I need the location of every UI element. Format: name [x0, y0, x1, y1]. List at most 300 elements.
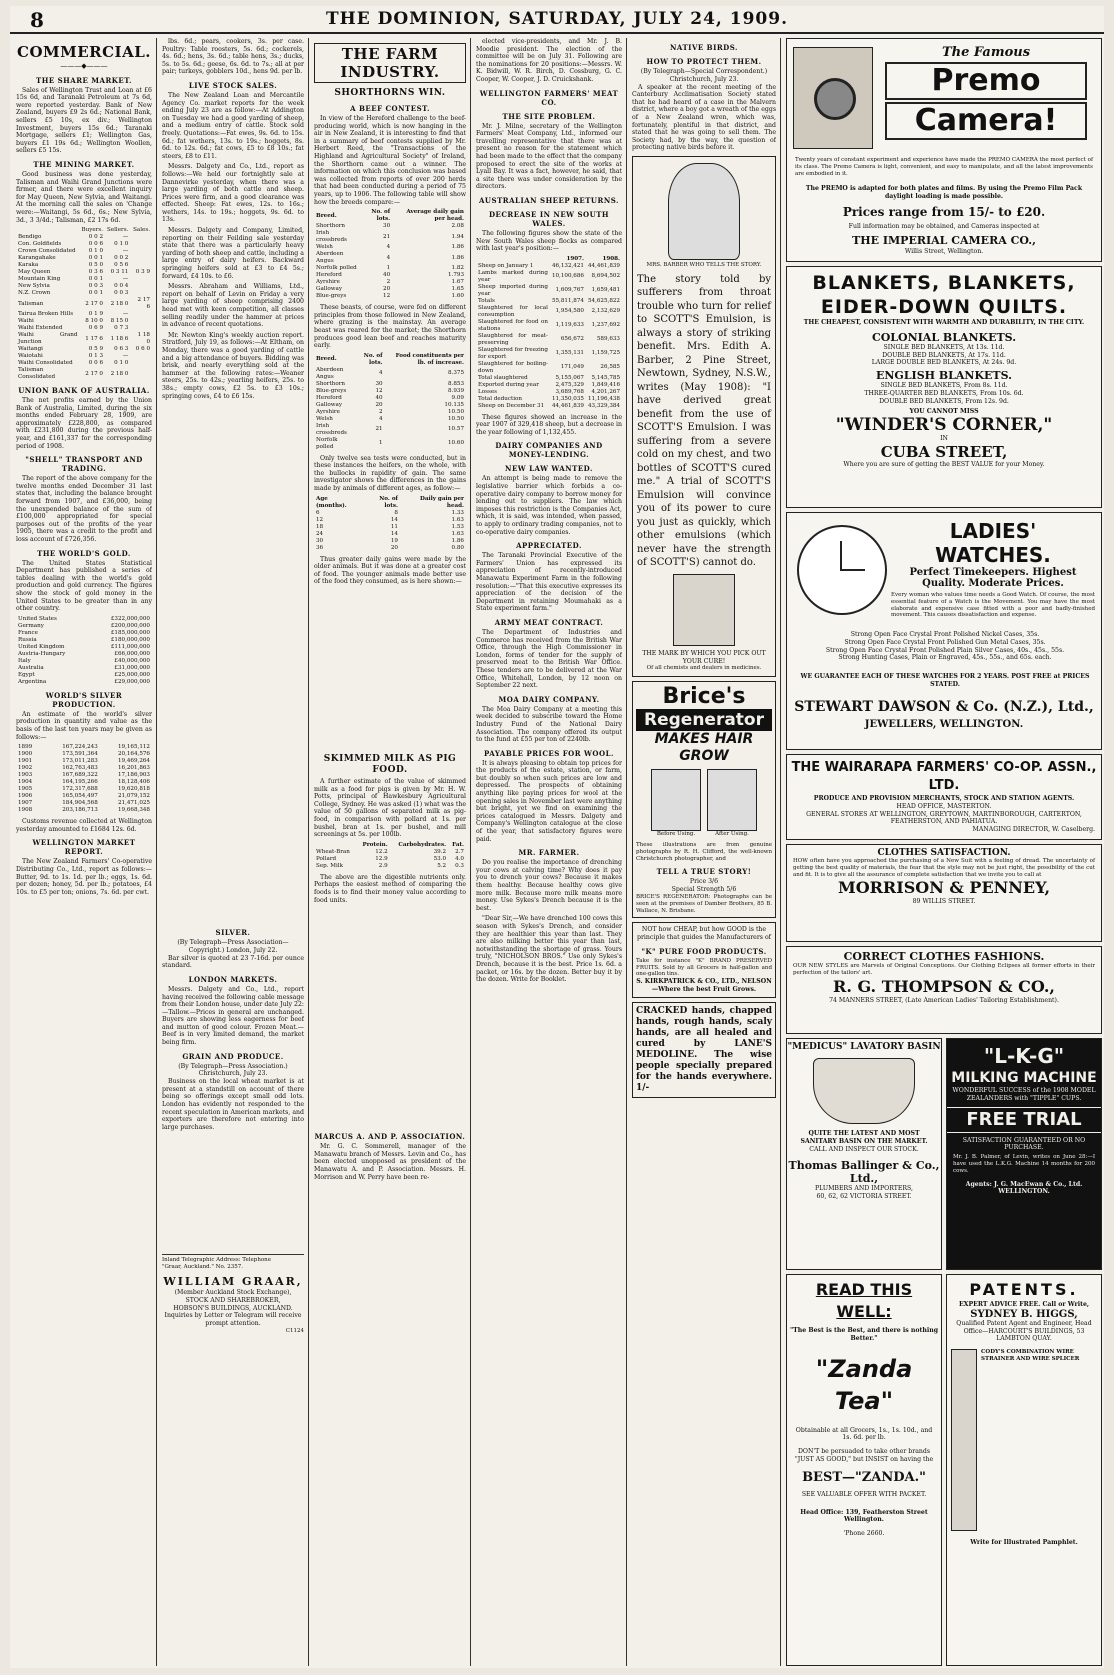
table-row	[16, 786, 152, 793]
table-row	[314, 538, 466, 545]
table-cell: 8,694,502	[591, 273, 620, 280]
table-cell: Total deduction	[478, 395, 523, 402]
table-cell: Ayrshire	[316, 408, 340, 415]
article-body: Messrs. Dalgety and Co., Ltd., report having received the following cable message from their London house, under date July 22:—Tallow.—Prices in general are unchanged. Buyers are showing less eagerness for beef and mutton of good colour. Frozen Meat.—Beef is in very limited demand, the market being firm.	[162, 985, 304, 1047]
table-cell	[130, 283, 152, 290]
wairarapa-farmers-ad: THE WAIRARAPA FARMERS' CO-OP. ASSN., LTD. PRODUCE AND PROVISION MERCHANTS, STOCK AND STATION AGENTS. HEAD OFFICE, MASTERTON. GENERAL STORES AT WELLINGTON, GREYTOWN, MARTINBOROUGH, CARTERTON, FEATHERSTON, AND PAHIATUA. MANAGING DIRECTOR, W. Caselberg.	[786, 754, 1102, 840]
table-row	[314, 265, 466, 272]
table-cell: Slaughtered for freezing for export	[478, 346, 548, 360]
table-cell: 0 0 2	[114, 255, 129, 262]
table-row	[314, 531, 466, 538]
table-row	[314, 849, 466, 856]
article-body: The New Zealand Farmers' Co-operative Distributing Co., Ltd., report as follows:—Butter, 9d. to 1s. 1d. per lb.; eggs, 1s. 6d. per dozen; honey, 5d. per lb.; potatoes, £4 10s. to £5 per ton; onions, 7s. 6d. per cwt.	[16, 858, 152, 896]
table-cell: £40,000,000	[114, 657, 150, 664]
article-subhead: NEW LAW WANTED.	[505, 464, 593, 474]
table-cell: 18	[316, 523, 324, 530]
table-cell: 18,128,406	[117, 779, 150, 786]
table-cell: Sheep imported during year	[478, 283, 548, 297]
table-cell	[130, 325, 152, 332]
age-gain-table	[314, 496, 466, 552]
table-cell: 24	[316, 530, 324, 537]
table-cell: Sheep on December 31	[478, 402, 545, 409]
article-body: Bar silver is quoted at 23 7-16d. per ounce standard.	[162, 954, 304, 970]
table-cell: 1,119,633	[555, 322, 584, 329]
table-cell: 1,159,725	[591, 350, 620, 357]
table-row	[16, 779, 152, 786]
table-cell: 1,659,481	[591, 287, 620, 294]
watch-icon	[797, 525, 887, 615]
table-cell: 1.793	[447, 272, 464, 279]
table-cell: 2 17 6	[137, 297, 150, 311]
list-item: DOUBLE BED BLANKETS, From 12s. 9d.	[879, 397, 1009, 405]
table-cell: N.Z. Crown	[18, 290, 51, 297]
table-cell: 8.939	[447, 387, 464, 394]
table-cell: 1 18 0	[137, 332, 150, 346]
table-cell: 165,054,497	[62, 793, 98, 800]
table-cell: —	[122, 353, 129, 360]
table-row	[476, 403, 622, 410]
table-row	[314, 395, 466, 402]
table-row	[314, 293, 466, 300]
table-row	[16, 360, 152, 367]
table-cell: Tairua Broken Hills	[18, 311, 74, 318]
table-cell: 5.2	[437, 862, 447, 869]
table-cell: 1903	[18, 772, 33, 779]
table-row	[314, 863, 466, 870]
table-cell: 19,469,264	[117, 758, 150, 765]
table-cell: 1.60	[451, 293, 464, 300]
table-row	[314, 223, 466, 230]
table-row	[314, 402, 466, 409]
newspaper-page	[10, 6, 1104, 1668]
article-body: Messrs. Abraham and Williams, Ltd., report on behalf of Levin on Friday a very large yarding of sheep comprising 2400 head met with keen competition, all classes selling readily under the hammer at prices in advance of recent quotations.	[162, 283, 304, 329]
table-cell: 0 6 3	[114, 346, 129, 353]
article-heading: UNION BANK OF AUSTRALIA.	[18, 386, 150, 396]
table-row	[16, 311, 152, 318]
table-cell: Sep. Milk	[316, 862, 343, 869]
table-row	[314, 381, 466, 388]
table-cell: 0 3 9	[135, 269, 150, 276]
table-row	[314, 510, 466, 517]
table-row	[16, 234, 152, 241]
table-cell: 4	[379, 415, 383, 422]
table-cell: United States	[18, 615, 57, 622]
article-heading: MOA DAIRY COMPANY.	[498, 694, 600, 704]
table-cell: 1.82	[451, 265, 464, 272]
table-row	[16, 630, 152, 637]
table-cell	[130, 311, 152, 318]
table-row	[16, 807, 152, 814]
table-row	[16, 241, 152, 248]
kp-pure-food-ad: NOT how CHEAP, but how GOOD is the principle that guides the Manufacturers of "K" PURE FOOD PRODUCTS. Take for instance "K" BRAND PRESERVED FRUITS. Sold by all Grocers in half-gallon and one-gallon tins. S. KIRKPATRICK & CO., LTD., NELSON—Where the best Fruit Grows.	[632, 922, 776, 998]
table-cell	[130, 234, 152, 241]
table-row	[16, 665, 152, 672]
table-cell: 46,132,421	[551, 262, 584, 269]
table-cell: 20	[383, 286, 391, 293]
table-header-cell: 1907.	[566, 255, 584, 262]
article-body: Business on the local wheat market is at present at a standstill on account of there being so offerings except small odd lots. London has evidently not responded to the recent speculation in American markets, and exporters are therefore not entering into large purchases.	[162, 1078, 304, 1131]
table-cell	[130, 367, 152, 381]
table-cell: Galloway	[316, 401, 343, 408]
table-cell: 8.853	[447, 380, 464, 387]
table-cell	[130, 248, 152, 255]
table-cell: 40	[375, 394, 383, 401]
table-row	[16, 262, 152, 269]
article-heading: AUSTRALIAN SHEEP RETURNS.	[479, 195, 619, 205]
article-body: The New Zealand Loan and Mercantile Agency Co. market reports for the week ending July 23 are as follow:—At Addington on Tuesday we had a good yarding of sheep, and a medium entry of cattle. Stock sold freely. Quotations:—Fat ewes, 9s. 6d. to 15s. 6d.; fat wethers, 13s. to 19s.; hoggets, 8s. 6d. to 12s. 6d.; fat cows, £5 to £8 10s.; fat steers, £8 to £11.	[162, 91, 304, 160]
list-item: Strong Hunting Cases, Plain or Engraved, 45s., 55s., and 65s. each.	[838, 654, 1052, 662]
premo-camera-ad: The Famous Premo Camera! Twenty years of constant experiment and experience have made the PREMO CAMERA the most perfect of its class. The Premo Camera is light, convenient, and easy to manipulate, and all the latest improvements are embodied in it. The PREMO is adapted for both plates and films. By using the Premo Film Pack daylight loading is made possible. Prices range from 15/- to £20. Full information may be obtained, and Cameras inspected at THE IMPERIAL CAMERA CO., Willis Street, Wellington.	[786, 38, 1102, 262]
fish-trademark-icon	[673, 574, 735, 646]
list-item: SINGLE BED BLANKETS, From 8s. 11d.	[880, 382, 1008, 390]
table-cell: 9.09	[451, 394, 464, 401]
article-heading: PAYABLE PRICES FOR WOOL.	[484, 748, 614, 758]
table-cell: Shorthorn	[316, 380, 345, 387]
article-body: The following figures show the state of the New South Wales sheep flocks as compared with last year's position:—	[476, 229, 622, 253]
table-cell: 0 0 1	[88, 290, 103, 297]
table-row	[476, 298, 622, 305]
table-cell: Aberdeen Angus	[316, 366, 344, 380]
article-heading: SKIMMED MILK AS PIG FOOD.	[323, 754, 457, 776]
table-cell: 44,461,839	[587, 262, 620, 269]
table-cell: 173,591,364	[62, 751, 98, 758]
article-body: Sales of Wellington Trust and Loan at £6 15s 6d, and Taranaki Petroleum at 7s 6d, were reported yesterday. Bank of New Zealand, buyers £9 2s 6d.; National Bank, sellers £5 10s, ex div.; Wellington Investment, buyers 15s 6d.; Taranaki Mortgage, sellers £1; Wellington Gas, buyers £1 19s 6d.; Wellington Woollen, sellers £5 15s.	[16, 86, 152, 155]
article-subhead: A BEEF CONTEST.	[350, 104, 430, 113]
article-body: elected vice-presidents, and Mr. J. B. Moodie president. The election of the committee will be on July 31. Following are the nominations for 20 positions:—Messrs. W. K. Bidwill, W. R. Birch, D. Cossburg, G. C. Cooper, W. Cooper, J. D. Cruickshank.	[476, 38, 622, 83]
table-cell	[130, 241, 152, 248]
table-row	[16, 637, 152, 644]
article-heading: THE SHARE MARKET.	[36, 75, 132, 85]
table-cell: 4	[386, 244, 391, 251]
table-cell: —	[122, 248, 129, 255]
article-heading: MARCUS A. AND P. ASSOCIATION.	[314, 1132, 466, 1142]
table-row	[476, 263, 622, 270]
table-cell: £180,000,000	[110, 636, 150, 643]
table-cell: 1	[379, 440, 383, 447]
table-cell: 167,689,322	[62, 772, 98, 779]
table-cell: 43,329,384	[587, 402, 620, 409]
table-cell: United Kingdom	[18, 643, 65, 650]
table-cell	[130, 353, 152, 360]
table-cell: Waihi	[18, 318, 34, 325]
table-cell: Blue-greys	[316, 387, 347, 394]
table-row	[314, 416, 466, 423]
masthead	[10, 6, 1104, 34]
camera-icon	[793, 47, 873, 149]
table-row	[314, 244, 466, 251]
table-cell: Welsh	[316, 244, 333, 251]
table-cell: Lambs marked during year	[478, 269, 548, 283]
table-cell: 1.53	[451, 523, 464, 530]
article-heading: DAIRY COMPANIES AND MONEY-LENDING.	[495, 441, 603, 460]
table-row	[314, 437, 466, 451]
article-heading: GRAIN AND PRODUCE.	[182, 1051, 284, 1061]
article-body: Mr. G. C. Sommerell, manager of the Manawatu branch of Messrs. Levin and Co., has been elected unopposed as president of the Manawatu A. and P. Association. Messrs. H. Morrison and W. Perry have been re-	[314, 1143, 466, 1181]
table-cell: Aberdeen Angus	[316, 251, 344, 265]
article-body: An estimate of the world's silver production in quantity and value as the basis of the last ten years may be given as follows:—	[16, 710, 152, 741]
table-cell: Waitangi	[18, 346, 43, 353]
table-header-cell: Protein.	[362, 841, 388, 848]
patents-ad: PATENTS. EXPERT ADVICE FREE. Call or Write, SYDNEY B. HIGGS, Qualified Patent Agent and Engineer, Head Office—HARCOURT'S BUILDINGS, 53 LAMBTON QUAY. CODY'S COMBINATION WIRE STRAINER AND WIRE SPLICER Write for Illustrated Pamphlet.	[946, 1274, 1102, 1666]
article-body: lbs. 6d.; pears, cookers, 3s. per case. Poultry: Table roosters, 5s. 6d.; cockerels, 4s. 6d.; hens, 3s. 6d.; table hens, 3s.; ducks, 5s. to 5s. 6d.; geese, 6s. 6d. to 7s.; all at per pair; turkeys, gobblers 10d., hens 9d. per lb.	[162, 38, 304, 76]
article-body: The net profits earned by the Union Bank of Australia, Limited, during the six months ended February 28, 1909, are approximately £228,800, as compared with £231,800 during the previous half-year, and £161,337 for the corresponding period of 1908.	[16, 397, 152, 450]
table-cell: 4,201,267	[591, 388, 620, 395]
table-cell: 1.86	[451, 537, 464, 544]
table-cell: 1899	[18, 744, 33, 751]
table-cell: 19,620,818	[117, 786, 150, 793]
table-cell: 3,689,768	[555, 388, 584, 395]
table-cell: 26,585	[600, 364, 620, 371]
article-body: The United States Statistical Department has published a series of tables dealing with the world's gold production and gold currency. The figures show the stock of gold money in the United States to be greater than in any other country.	[16, 559, 152, 613]
table-cell: 0.80	[451, 544, 464, 551]
table-cell: 1,954,580	[555, 308, 584, 315]
article-body: It is always pleasing to obtain top prices for the products of the estate, station, or farm, but doubly so when such prices are low and depressed. The prospects of obtaining anything like paying prices for wool at the opening sales in November last were anything but bright, yet we find on examining the prices catalogued in Messrs. Dalgety and Company's Wellington catalogue at the close of the year, that satisfactory figures were paid.	[476, 759, 622, 843]
table-cell: 12	[383, 293, 391, 300]
table-cell: 2	[386, 279, 391, 286]
table-cell: 0 0 6	[88, 241, 103, 248]
article-heading: SILVER.	[215, 928, 251, 938]
table-cell: 2.9	[378, 862, 388, 869]
table-row	[476, 396, 622, 403]
table-cell: £322,000,000	[110, 615, 150, 622]
table-cell: 10.50	[447, 415, 464, 422]
table-cell: 2,475,329	[555, 381, 584, 388]
table-cell: 1.94	[451, 233, 464, 240]
article-heading: MR. FARMER.	[518, 848, 580, 858]
broker-name: WILLIAM GRAAR,	[163, 1275, 303, 1288]
table-cell: 1	[386, 265, 391, 272]
table-cell: 10.50	[447, 408, 464, 415]
column-commercial: COMMERCIAL. ———◆——— THE SHARE MARKET. Sales of Wellington Trust and Loan at £6 15s 6d, and Taranaki Petroleum at 7s 6d, were reported yesterday. Bank of New Zealand, buyers £9 2s 6d.; National Bank, sellers £5 10s, ex div.; Wellington Investment, buyers 15s 6d.; Taranaki Mortgage, sellers £1; Wellington Gas, buyers £1 19s 6d.; Wellington Woollen, sellers £5 15s. THE MINING MARKET. Good business was done yesterday, Talisman and Waihi Grand Junctions were firmer, and there were excellent inquiry for May Queen, New Sylvia, and Waitangi. At the morning call the sales on 'Change were:—Waitangi, 5s 6d., 6s.; New Sylvia, 3d., 3 3/4d.; Talisman, £2 17s 6d. Buyers. Sellers. Sales. Bendigo 0 0 2 — Con. Goldfields 0 0 6 0 1 0 Crown Consolidated 0 1 0 — Karangahake 0 0 1 0 0 2 Karaka 0 5 0 0 5 6 May Queen 0 3 6 0 3 11 0 3 9 Mountain King 0 0 1 — New Sylvia 0 0 3 0 0 4 N.Z. Crown 0 0 1 0 0 3 Talisman 2 17 0 2 18 0 2 17 6 Tairua Broken Hills 0 1 9 — Waihi 8 10 0 8 15 0 Waihi Extended 0 6 9 0 7 3 Waihi Grand Junction 1 17 6 1 18 6 1 18 0 Waitangi 0 5 9 0 6 3 0 6 0 Waiotahi 0 1 3 — Waihi Consolidated 0 0 6 0 1 0 Talisman Consolidated 2 17 0 2 18 0 UNION BANK OF AUSTRALIA. The net profits earned by the Union Bank of Australia, Limited, during the six months ended February 28, 1909, are approximately £228,800, as compared with £231,800 during the previous half-year, and £161,337 for the corresponding period of 1908. "SHELL" TRANSPORT AND TRADING. The report of the above company for the twelve months ended December 31 last states that, including the balance brought forward from 1907, and £36,000, being the unexpended balance of the sum of £100,000 appropriated for special purposes out of the profits of the year 1905, there was a credit to the profit and loss account of £726,356. THE WORLD'S GOLD. The United States Statistical Department has published a series of tables dealing with the world's gold production and gold currency. The figures show the stock of gold money in the United States to be greater than in any other country. United States £322,000,000 Germany £200,000,000 France £185,000,000 Russia £180,000,000 United Kingdom £111,000,000 Austria-Hungary £66,000,000 Italy £40,000,000 Australia £31,000,000 Egypt £25,000,000 Argentina £29,000,000 WORLD'S SILVER PRODUCTION. An estimate of the world's silver production in quantity and value as the basis of the last ten years may be given as follows:— 1899 167,224,243 19,165,112 1900 173,591,364 20,164,576 1901 173,011,283 19,469,264 1902 162,763,483 16,201,863 1903 167,689,322 17,186,903 1904 164,195,266 18,128,406 1905 172,317,688 19,620,818 1906 165,054,497 21,079,152 1907 184,904,568 21,471,025 1908 203,186,713 19,668,348 Customs revenue collected at Wellington yesterday amounted to £1684 12s. 6d. WELLINGTON MARKET REPORT. The New Zealand Farmers' Co-operative Distributing Co., Ltd., report as follows:—Butter, 9d. to 1s. 1d. per lb.; eggs, 1s. 6d. per dozen; honey, 5d. per lb.; potatoes, £4 10s. to £5 per ton; onions, 7s. 6d. per cwt.	[16, 43, 152, 896]
table-row	[314, 251, 466, 265]
table-row	[16, 290, 152, 297]
table-header-cell: Breed.	[316, 356, 337, 363]
table-cell	[130, 360, 152, 367]
table-cell: 12.2	[375, 848, 388, 855]
article-body: Thus greater daily gains were made by the older animals. But it was done at a greater cost of food. The younger animals made better use of the food they consumed, as is here shown:—	[314, 555, 466, 586]
table-header-cell: Age (months).	[316, 495, 347, 509]
article-subhead: HOW TO PROTECT THEM.	[646, 57, 762, 66]
table-cell: 1905	[18, 786, 33, 793]
table-cell: 11,350,035	[551, 395, 584, 402]
table-cell: 0 0 1	[88, 276, 103, 283]
table-cell: Karaka	[18, 262, 39, 269]
table-cell: 20	[390, 544, 398, 551]
article-body: Messrs. Dalgety and Company, Limited, reporting on their Feilding sale yesterday state that there was a particularly heavy yarding of both sheep and cattle, including a large entry of dairy heifers. Backward springing heifers sold at £3 to £4 5s.; forward, £4 10s. to £6.	[162, 227, 304, 280]
article-heading: ARMY MEAT CONTRACT.	[494, 617, 604, 627]
table-cell: 1.86	[451, 244, 464, 251]
table-cell: 6	[316, 509, 320, 516]
article-heading: WELLINGTON FARMERS' MEAT CO.	[479, 88, 619, 107]
table-row	[16, 793, 152, 800]
article-heading: APPRECIATED.	[516, 541, 582, 551]
table-cell: 0 5 0	[88, 262, 103, 269]
table-row	[314, 230, 466, 244]
table-row	[314, 367, 466, 381]
table-cell: 8.375	[447, 370, 464, 377]
table-cell: 11,196,438	[587, 395, 620, 402]
table-cell: £66,000,000	[114, 650, 150, 657]
table-cell: Slaughtered for local consumption	[478, 304, 548, 318]
table-row	[16, 751, 152, 758]
table-row	[16, 623, 152, 630]
table-row	[476, 319, 622, 333]
table-cell: 203,186,713	[62, 807, 98, 814]
table-cell: Exported during year	[478, 381, 539, 388]
table-row	[476, 284, 622, 298]
silver-table	[16, 744, 152, 814]
table-cell: 171,049	[560, 364, 584, 371]
table-row	[476, 375, 622, 382]
table-header-cell: Daily gain per head.	[419, 495, 464, 509]
table-cell: 1906	[18, 793, 33, 800]
table-cell: 1.65	[451, 286, 464, 293]
table-cell: 16,201,863	[117, 765, 150, 772]
table-cell: 20,164,576	[117, 751, 150, 758]
table-cell: 5,145,785	[591, 374, 620, 381]
table-cell: 0 0 6	[88, 360, 103, 367]
article-body: An attempt is being made to remove the legislative barrier which forbids a co-operative dairy company to borrow money for lending out to suppliers. The law which imposes this restriction is the Companies Act, which, it is said, was intended, when passed, to apply to ordinary trading companies, not to co-operative dairy companies.	[476, 475, 622, 536]
table-cell: 0 1 0	[114, 360, 129, 367]
table-cell: Totals	[478, 297, 495, 304]
table-cell: Waihi Extended	[18, 325, 63, 332]
table-cell: Mountain King	[18, 276, 61, 283]
table-cell: 1,237,692	[591, 322, 620, 329]
list-item: THREE-QUARTER BED BLANKETS, From 10s. 6d.	[864, 389, 1024, 397]
ladies-watches-ad: LADIES' WATCHES. Perfect Timekeepers. Highest Quality. Moderate Prices. Every woman who values time needs a Good Watch. Of course, the most essential feature of a Watch is the Movement. You may have the most elaborate and expensive case fitted with a poor and badly-finished movement. This causes dissatisfaction and expense. Strong Open Face Crystal Front Polished Nickel Cases, 35s. Strong Open Face Crystal Front Polished Gun Metal Cases, 35s. Strong Open Face Crystal Front Polished Plain Silver Cases, 40s., 45s., 55s. Strong Hunting Cases, Plain or Engraved, 45s., 55s., and 65s. each. WE GUARANTEE EACH OF THESE WATCHES FOR 2 YEARS. POST FREE at PRICES STATED. STEWART DAWSON & Co. (N.Z.), Ltd., JEWELLERS, WELLINGTON.	[786, 512, 1102, 750]
column-ads-mid: NATIVE BIRDS. HOW TO PROTECT THEM. (By Telegraph—Special Correspondent.) Christchurch, July 23. A speaker at the recent meeting of the Canterbury Acclimatisation Society stated that he had heard of a case in the Malvern district, where a boy got a wreath of the eggs of a New Zealand wren, which was, fortunately, plentiful in that district, and stated that he was going to sell them. The Society had, by the way, the question of protecting native birds before it. MRS. BARBER WHO TELLS THE STORY. The story told by sufferers from throat trouble who turn for relief to SCOTT'S Emulsion, is always a story of striking benefit. Mrs. Edith A. Barber, 2 Pine Street, Newtown, Sydney, N.S.W., writes (May 1908): "I have derived great benefit from the use of SCOTT'S Emulsion. I was suffering from a severe cold on my chest, and two bottles of SCOTT'S cured me." A trial of SCOTT'S Emulsion will convince you of its power to cure you just as quickly, which other emulsions (which never have the strength of SCOTT'S) cannot do. THE MARK BY WHICH YOU PICK OUT YOUR CURE! Of all chemists and dealers in medicines. Brice's Regenerator MAKES HAIR GROW Before Using. After Using. These illustrations are from genuine photographs by R. H. Clifford, the well-known Christchurch photographer, and TELL A TRUE STORY! Price 3/6 Special Strength 5/6 BRICE'S REGENERATOR: Photographs can be seen at the premises of Damber Brothers, 85 B. Wallace, N. Brisbane. NOT how CHEAP, but how GOOD is the principle that guides the Manufacturers of "K" PURE FOOD PRODUCTS. Take for instance "K" BRAND PRESERVED FRUITS. Sold by all Grocers in half-gallon and one-gallon tins. S. KIRKPATRICK & CO., LTD., NELSON—Where the best Fruit Grows. CRACKED hands, chapped hands, rough hands, scaly hands, are all healed and cured by LANE'S MEDOLINE. The wise people specially prepared for the hands everywhere. 1/-	[632, 38, 776, 1666]
list-item: Strong Open Face Crystal Front Polished Plain Silver Cases, 40s., 45s., 55s.	[825, 646, 1065, 654]
table-cell: 167,224,243	[62, 744, 98, 751]
article-body: Only twelve sea tests were conducted, but in these instances the heifers, on the whole, with the bullocks in rapidity of gain. The same investigator shows the differences in the gains made by animals of different ages, as follow:—	[314, 454, 466, 493]
table-row	[314, 272, 466, 279]
table-row	[16, 276, 152, 283]
table-row	[314, 517, 466, 524]
column-rule	[156, 38, 157, 1666]
table-cell: 0 3 11	[110, 269, 129, 276]
table-header-row	[476, 256, 622, 263]
table-cell	[130, 276, 152, 283]
table-cell: 2 17 0	[85, 300, 103, 307]
table-cell: 2.7	[455, 848, 464, 855]
table-cell: 0 7 3	[114, 325, 129, 332]
table-row	[476, 361, 622, 375]
article-heading: LIVE STOCK SALES.	[188, 80, 278, 90]
table-cell: 21	[375, 426, 383, 433]
table-cell: 21,471,025	[117, 800, 150, 807]
camera-wordmark: Camera!	[885, 102, 1087, 140]
table-cell: 30	[375, 380, 383, 387]
table-cell: Slaughtered for boiling-down	[478, 360, 548, 374]
table-row	[16, 758, 152, 765]
table-header-cell: No. of lots.	[371, 209, 391, 223]
lkg-milking-ad: "L-K-G" MILKING MACHINE WONDERFUL SUCCESS of the 1908 MODEL ZEALANDERS with "TIPPLE" CUPS. FREE TRIAL SATISFACTION GUARANTEED OR NO PURCHASE. Mr. J. B. Palmer, of Levin, writes on June 28:—I have used the L.K.G. Machine 14 months for 200 cows. Agents: J. G. MacEwan & Co., Ltd. WELLINGTON.	[946, 1038, 1102, 1270]
table-cell: Hereford	[316, 272, 342, 279]
portrait-illustration	[668, 163, 740, 260]
table-cell: 39.2	[433, 848, 447, 855]
table-cell: 14	[390, 530, 398, 537]
article-body: Good business was done yesterday, Talisman and Waihi Grand Junctions were firmer, and there were excellent inquiry for May Queen, New Sylvia, and Waitangi. At the morning call the sales on 'Change were:—Waitangi, 5s 6d., 6s.; New Sylvia, 3d., 3 3/4d.; Talisman, £2 17s 6d.	[16, 170, 152, 224]
table-cell: 1.86	[451, 254, 464, 261]
table-cell: 0 5 9	[88, 346, 103, 353]
table-row	[476, 270, 622, 284]
table-cell: 11	[390, 523, 398, 530]
table-row	[314, 423, 466, 437]
list-item: SINGLE BED BLANKETS, At 13s. 11d.	[883, 343, 1005, 351]
table-cell: Austria-Hungary	[18, 650, 66, 657]
table-cell: 2 17 0	[85, 370, 103, 377]
table-cell: Slaughtered for meat-preserving	[478, 332, 548, 346]
table-header-cell	[314, 842, 357, 849]
table-cell: Waihi Consolidated	[18, 360, 73, 367]
article-heading: NATIVE BIRDS.	[670, 43, 738, 52]
table-cell: Con. Goldfields	[18, 241, 62, 248]
table-cell: Russia	[18, 636, 37, 643]
table-cell: 2,132,629	[591, 308, 620, 315]
table-cell: 55,811,874	[551, 297, 584, 304]
table-cell: 0 0 3	[114, 290, 129, 297]
column-livestock	[162, 38, 304, 1666]
table-header-cell: No. of lots.	[363, 352, 383, 366]
table-cell: 12.9	[375, 855, 388, 862]
table-cell: 8 10 0	[85, 318, 103, 325]
table-cell: 21,079,152	[117, 793, 150, 800]
table-cell: 2.08	[451, 223, 464, 230]
table-cell	[130, 255, 152, 262]
article-body: Mr. Newton King's weekly auction report. Stratford, July 19, as follows:—At Eltham, on Monday, there was a good yarding of cattle and a big attendance of buyers. Bidding was brisk, and nearly everything sold at the hammer at the following rates:—Weaner steers, 25s. to 42s.; yearling heifers, 25s. to 38s.; empty cows, £2 5s. to £3 10s.; springing cows, £4 to £6 15s.	[162, 331, 304, 400]
before-photo	[651, 769, 701, 831]
table-cell: 1,849,416	[591, 381, 620, 388]
section-heading: THE FARM INDUSTRY.	[314, 43, 466, 83]
table-row	[16, 651, 152, 658]
table-cell: 164,195,266	[62, 779, 98, 786]
table-cell: Total slaughtered	[478, 374, 528, 381]
table-cell: £200,000,000	[110, 622, 150, 629]
table-cell: 1.67	[451, 279, 464, 286]
table-header-row: Buyers. Sellers. Sales.	[81, 227, 150, 234]
gold-table	[16, 616, 152, 686]
table-row	[314, 388, 466, 395]
table-cell: 19	[390, 537, 398, 544]
table-cell: Norfolk polled	[316, 436, 338, 450]
table-cell: Galloway	[316, 286, 343, 293]
table-cell: 1 17 6	[85, 335, 103, 342]
basin-icon	[813, 1058, 915, 1124]
table-row	[16, 744, 152, 751]
table-row	[16, 248, 152, 255]
table-cell: France	[18, 629, 38, 636]
table-row	[16, 644, 152, 651]
table-row	[16, 318, 152, 325]
table-cell: 53.0	[433, 855, 447, 862]
list-item: DOUBLE BED BLANKETS, At 17s. 11d.	[882, 351, 1006, 359]
article-heading: THE MINING MARKET.	[33, 159, 135, 169]
article-body: A further estimate of the value of skimmed milk as a food for pigs is given by Mr. H. W. Potts, principal of Hawkesbury Agricultural College, Sydney. He was asked (1) what was the value of 50 gallons of separated milk as pig-food, in comparison with pollard at 1s. per bushel, bran at 1s. per bushel, and mill screenings at 5s. per 100lb.	[314, 778, 466, 839]
table-cell: 1902	[18, 765, 33, 772]
list-item: Strong Open Face Crystal Front Polished Nickel Cases, 35s.	[850, 631, 1040, 638]
winders-corner: "WINDER'S CORNER,"	[835, 415, 1053, 436]
article-body: The above are the digestible nutrients only. Perhaps the easiest method of comparing the foods is to find their money value according to food units.	[314, 873, 466, 904]
table-cell: Wheat-Bran	[316, 848, 350, 855]
after-photo	[707, 769, 757, 831]
english-blanket-list	[787, 382, 1101, 405]
table-cell: 0 0 3	[88, 283, 103, 290]
table-cell: 2	[379, 408, 383, 415]
table-cell: 10,100,686	[551, 273, 584, 280]
table-cell: 4.0	[455, 855, 464, 862]
scotts-emulsion-ad: MRS. BARBER WHO TELLS THE STORY. The story told by sufferers from throat trouble who turn for relief to SCOTT'S Emulsion, is always a story of striking benefit. Mrs. Edith A. Barber, 2 Pine Street, Newtown, Sydney, N.S.W., writes (May 1908): "I have derived great benefit from the use of SCOTT'S Emulsion. I was suffering from a severe cold on my chest, and two bottles of SCOTT'S cured me." A trial of SCOTT'S Emulsion will convince you of its power to cure you just as quickly, which other emulsions (which never have the strength of SCOTT'S) cannot do. THE MARK BY WHICH YOU PICK OUT YOUR CURE! Of all chemists and dealers in medicines.	[632, 156, 776, 677]
table-cell: Talisman	[18, 300, 44, 307]
